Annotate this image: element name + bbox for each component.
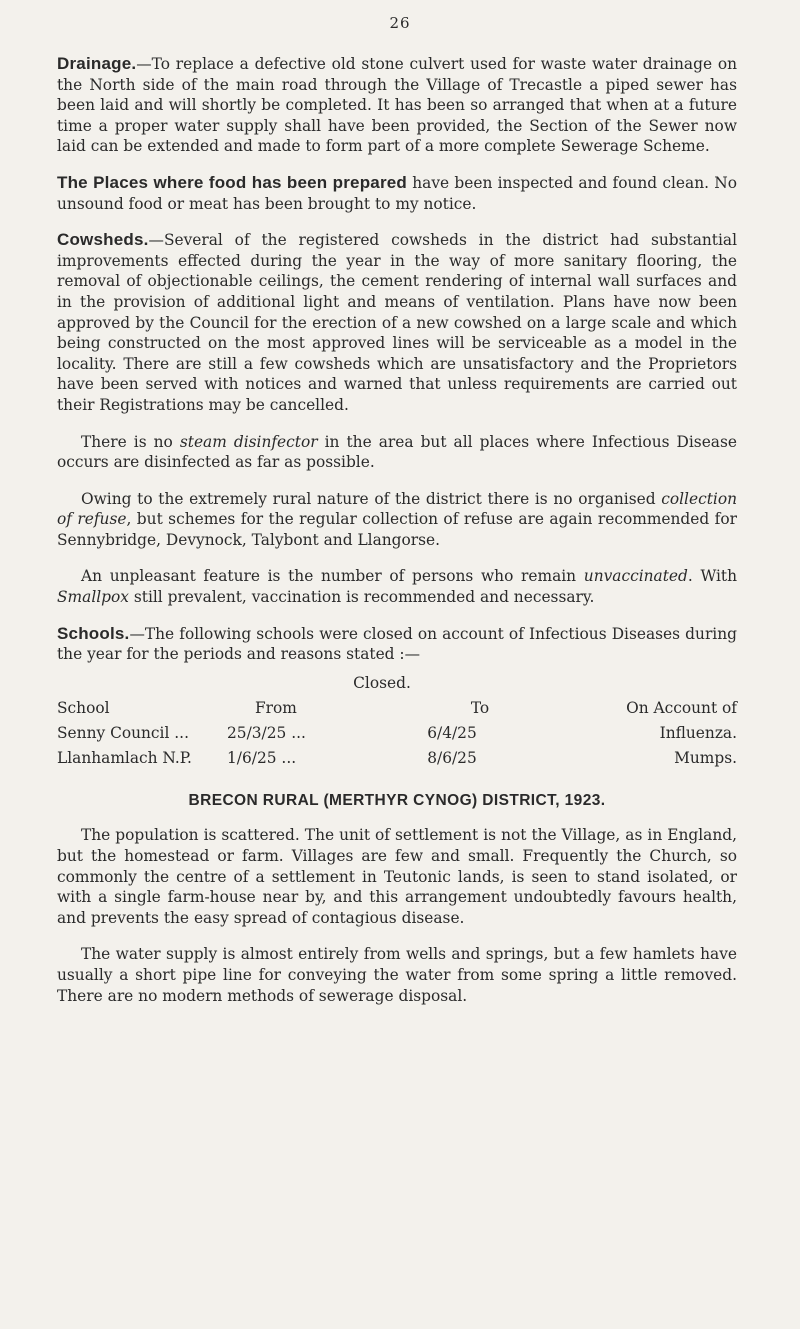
table-cell-from: 1/6/25 ... [227, 748, 297, 767]
water-supply-paragraph: The water supply is almost entirely from wells and springs, but a few hamlets have usually a short pipe line for conveying the water from some spring a little removed. There are no modern methods of sewerage disposal. [57, 945, 737, 1005]
merthyr-section-title: BRECON RURAL (MERTHYR CYNOG) DISTRICT, 1923. [188, 791, 606, 809]
table-cell-school: Llanhamlach N.P. [57, 748, 192, 767]
disinfector-text-post: in the area but all places where Infectious Disease occurs are disinfected as far as possible. [57, 432, 737, 472]
column-header-to: To [470, 698, 490, 717]
table-cell-reason: Mumps. [674, 748, 737, 767]
disinfector-emphasis: steam disinfector [179, 432, 318, 451]
table-cell-school: Senny Council ... [57, 723, 189, 742]
column-header-reason: On Account of [626, 698, 737, 717]
vaccination-text-mid: . With [687, 567, 738, 586]
food-places-text: have been inspected and found clean. No unsound food or meat has been brought to my notice. [57, 173, 737, 213]
schools-heading: Schools. [57, 623, 130, 643]
schools-text: —The following schools were closed on account of Infectious Diseases during the year for the periods and reasons stated :— [57, 624, 737, 664]
food-places-paragraph [57, 173, 737, 214]
vaccination-text-pre: An unpleasant feature is the number of persons who remain [81, 567, 584, 586]
schools-table [57, 671, 737, 771]
closed-header [27, 671, 737, 696]
disinfector-paragraph [57, 432, 737, 473]
cowsheds-paragraph [57, 230, 737, 415]
schools-paragraph [57, 624, 737, 665]
drainage-heading: Drainage. [57, 54, 137, 73]
refuse-text-pre: Owing to the extremely rural nature of the district there is no organised [81, 489, 662, 508]
table-row [57, 721, 737, 746]
table-cell-to: 8/6/25 [427, 748, 477, 767]
food-places-heading: The Places where food has been prepared [57, 172, 408, 192]
population-paragraph: The population is scattered. The unit of settlement is not the Village, as in England, but the homestead or farm. Villages are few and small. Frequently the Church, so commonly the centre of a settlement in Teutonic lands, is seen to stand isolated, or with a single farm-house near by, and this arrangement undoubtedly favours health, and prevents the easy spread of contagious disease. [57, 826, 737, 927]
closed-label: Closed. [353, 673, 411, 692]
column-header-school: School [57, 698, 110, 717]
cowsheds-text: —Several of the registered cowsheds in the district had substantial improvements effected during the year in the way of more sanitary flooring, the removal of objectionable ceilings, the cement rendering of internal wall surfaces and in the provision of additional light and means of ventilation. Plans have now been approved by the Council for the erection of a new cowshed on a large scale and which being constructed on the most approved lines will be serviceable as a model in the locality. There are still a few cowsheds which are unsatisfactory and the Proprietors have been served with notices and warned that unless requirements are carried out their Registrations may be cancelled. [57, 231, 737, 414]
drainage-paragraph [57, 54, 737, 157]
page-number: 26 [389, 14, 411, 32]
refuse-text-post: , but schemes for the regular collection of refuse are again recommended for Sennybridge, Devynock, Talybont and Llangorse. [57, 510, 737, 549]
table-header-row [57, 696, 737, 721]
vaccination-paragraph [57, 566, 737, 607]
refuse-emphasis: collection of refuse [57, 489, 737, 529]
disinfector-text-pre: There is no [81, 432, 180, 451]
drainage-text: —To replace a defective old stone culvert used for waste water drainage on the North side of the main road through the Village of Trecastle a piped sewer has been laid and will shortly be completed. It has been so arranged that when at a future time a proper water supply shall have been provided, the Section of the Sewer now laid can be extended and made to form part of a more complete Sewerage Scheme. [57, 55, 737, 156]
table-row [57, 746, 737, 771]
cowsheds-heading: Cowsheds. [57, 230, 149, 250]
column-header-from: From [255, 698, 297, 717]
vaccination-text-post: still prevalent, vaccination is recommended and necessary. [128, 588, 595, 607]
refuse-paragraph [57, 489, 737, 551]
table-cell-to: 6/4/25 [427, 723, 477, 742]
document-body [57, 54, 737, 1022]
smallpox-emphasis: Smallpox [57, 588, 129, 607]
table-cell-from: 25/3/25 ... [227, 723, 306, 742]
unvaccinated-emphasis: unvaccinated [583, 567, 688, 586]
table-cell-reason: Influenza. [659, 723, 737, 742]
